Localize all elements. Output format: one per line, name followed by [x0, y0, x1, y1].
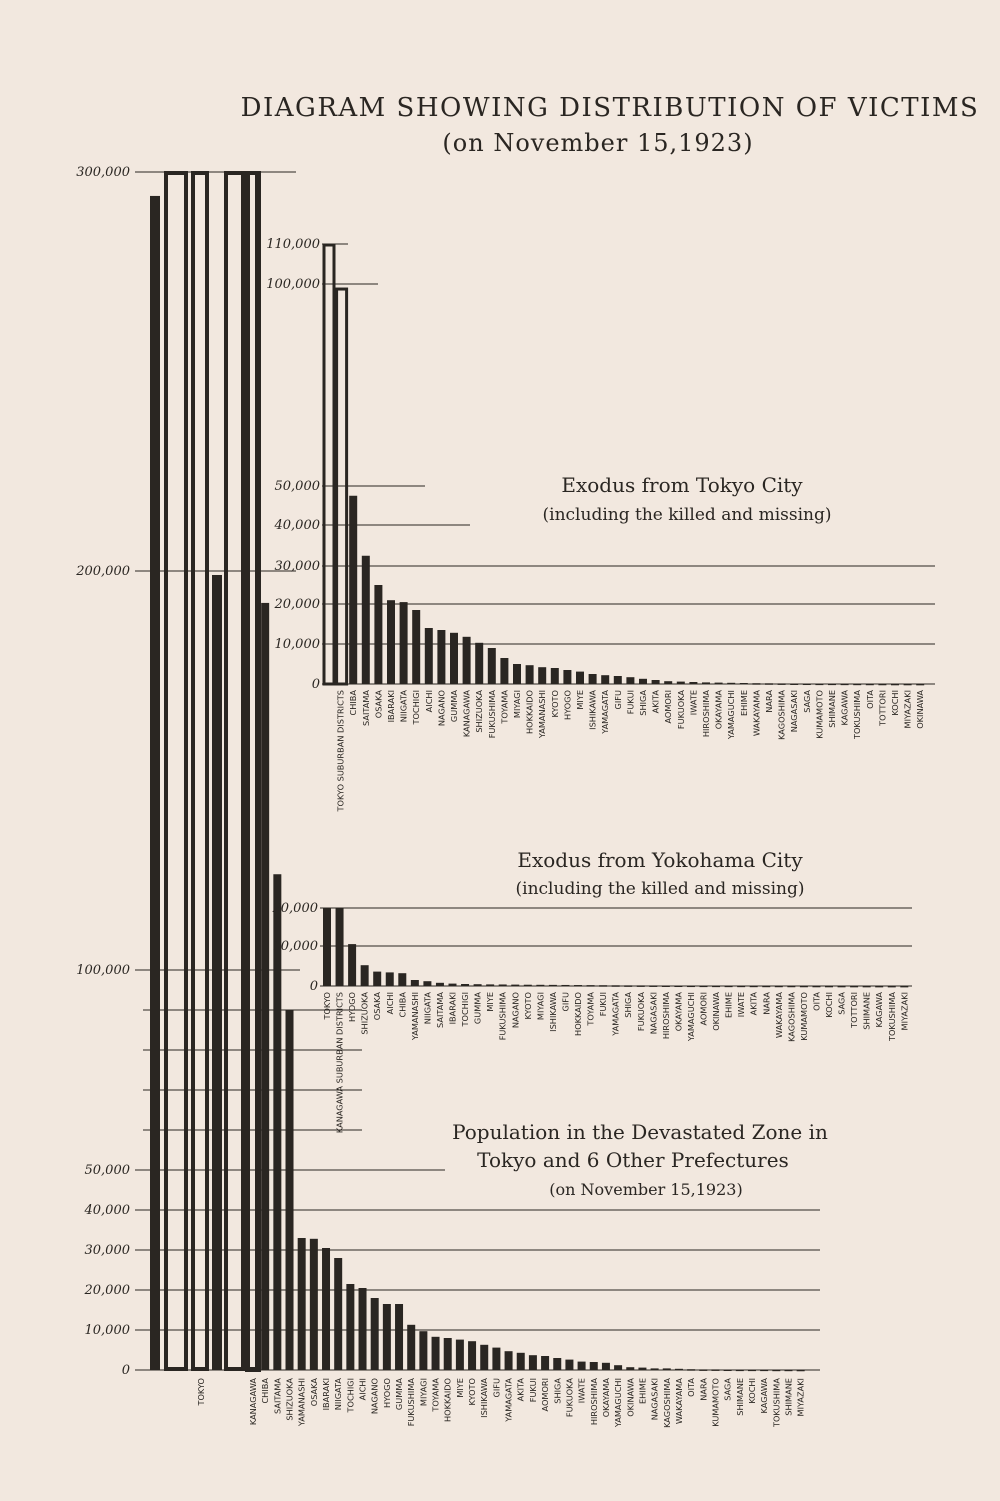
tokyo-exodus-category-label: NARA — [764, 690, 774, 713]
pop-axis-tick-label: 10,000 — [84, 1323, 130, 1338]
pop-axis-tick-label: 40,000 — [84, 1203, 130, 1218]
yokohama-exodus-category-label: TOTTORI — [849, 992, 860, 1028]
yokohama-exodus-title: Exodus from Yokohama City — [517, 848, 803, 872]
yokohama-exodus-category-label: HYOGO — [347, 992, 358, 1022]
tokyo-exodus-category-label: KANAGAWA — [461, 690, 472, 738]
pop-category-label: TOKUSHIMA — [771, 1378, 782, 1428]
pop-bar — [663, 1368, 671, 1370]
yokohama-exodus-category-label: NAGASAKI — [648, 992, 659, 1035]
tokyo-exodus-category-label: YAMANASHI — [537, 690, 548, 739]
pop-category-label: OITA — [686, 1378, 697, 1397]
pop-category-label: CHIBA — [260, 1378, 271, 1404]
tokyo-exodus-tick-label: 40,000 — [274, 518, 320, 533]
pop-category-label: SHIMANE — [734, 1378, 745, 1416]
tokyo-exodus-tick-label: 100,000 — [266, 277, 320, 292]
pop-category-label: FUKUSHIMA — [406, 1378, 417, 1427]
pop-bar — [784, 1370, 792, 1372]
yokohama-exodus-category-label: TOCHIGI — [460, 992, 471, 1027]
tokyo-exodus-category-label: TOYAMA — [499, 690, 510, 724]
pop-bar — [553, 1358, 561, 1370]
yokohama-exodus-category-label: OKINAWA — [711, 992, 722, 1031]
tokyo-bar — [150, 196, 160, 1370]
pop-bar — [602, 1363, 610, 1370]
diagram-date: (on November 15,1923) — [442, 129, 754, 157]
tokyo-exodus-category-label: FUKUSHIMA — [486, 690, 497, 739]
tokyo-exodus-bar — [412, 610, 420, 684]
yokohama-exodus-category-label: KYOTO — [522, 992, 533, 1020]
pop-bar — [407, 1325, 415, 1370]
pop-chart-title: Population in the Devastated Zone in — [452, 1120, 828, 1144]
pop-category-label: SHIZUOKA — [284, 1378, 295, 1421]
pop-category-label: KANAGAWA — [248, 1378, 258, 1426]
yokohama-exodus-category-label: OITA — [811, 992, 822, 1011]
tokyo-exodus-category-label: NAGANO — [436, 690, 447, 727]
yokohama-exodus-category-label: AKITA — [748, 992, 759, 1016]
tokyo-bar — [212, 575, 222, 1370]
pop-axis-tick-label: 300,000 — [76, 165, 130, 180]
yokohama-exodus-category-label: EHIME — [723, 992, 734, 1018]
pop-axis-tick-label: 20,000 — [84, 1283, 130, 1298]
tokyo-exodus-category-label: FUKUOKA — [675, 690, 686, 730]
tokyo-exodus-bar — [463, 637, 471, 684]
pop-category-label: TOCHIGI — [345, 1378, 356, 1413]
yokohama-exodus-category-label: SHIMANE — [861, 992, 872, 1030]
pop-bar — [505, 1351, 513, 1370]
pop-axis-tick-label: 100,000 — [76, 963, 130, 978]
tokyo-exodus-bar — [563, 670, 571, 684]
yokohama-exodus-category-label: KANAGAWA SUBURBAN DISTRICTS — [334, 992, 345, 1134]
pop-category-label: OSAKA — [308, 1378, 319, 1407]
pop-bar — [517, 1353, 525, 1370]
pop-category-label: KAGAWA — [759, 1378, 770, 1414]
yokohama-exodus-category-label: NIIGATA — [422, 992, 433, 1025]
tokyo-exodus-category-label: EHIME — [738, 690, 749, 716]
yokohama-exodus-category-label: MIYAGI — [535, 992, 546, 1021]
pop-bar — [626, 1367, 634, 1370]
tokyo-exodus-category-label: HOKKAIDO — [524, 690, 535, 734]
pop-bar — [444, 1338, 452, 1370]
tokyo-exodus-category-label: AOMORI — [663, 690, 674, 724]
tokyo-exodus-bar — [488, 648, 496, 684]
yokohama-exodus-bar — [423, 981, 431, 986]
pop-category-label: AICHI — [357, 1378, 368, 1401]
tokyo-exodus-category-label: TOTTORI — [877, 690, 888, 726]
pop-bar — [456, 1340, 464, 1370]
tokyo-exodus-category-label: OKAYAMA — [713, 690, 724, 730]
tokyo-exodus-category-label: AKITA — [650, 690, 661, 714]
pop-category-label: AKITA — [515, 1378, 526, 1402]
tokyo-exodus-category-label: SHIMANE — [827, 690, 837, 728]
pop-bar — [286, 1010, 294, 1370]
yokohama-exodus-category-label: YAMANASHI — [409, 992, 420, 1041]
tokyo-exodus-tick-label: 10,000 — [274, 637, 320, 652]
yokohama-exodus-category-label: YAMAGATA — [610, 992, 621, 1036]
pop-bar — [395, 1304, 403, 1370]
tokyo-exodus-category-label: FUKUI — [625, 690, 636, 715]
tokyo-exodus-subtitle: (including the killed and missing) — [542, 505, 832, 525]
pop-bar — [247, 173, 259, 1370]
pop-bar — [492, 1348, 500, 1370]
yokohama-exodus-category-label: TOKYO — [322, 992, 332, 1020]
pop-bar — [468, 1341, 476, 1370]
yokohama-exodus-category-label: OKAYAMA — [673, 992, 684, 1032]
pop-category-label: KUMAMOTO — [710, 1378, 721, 1427]
pop-bar — [651, 1368, 659, 1370]
yokohama-exodus-category-label: KAGAWA — [874, 992, 885, 1028]
tokyo-bar — [166, 173, 186, 1369]
pop-category-label: OKAYAMA — [600, 1378, 611, 1418]
yokohama-exodus-category-label: FUKUI — [598, 992, 609, 1017]
pop-category-label: HYOGO — [381, 1378, 392, 1408]
yokohama-exodus-category-label: FUKUSHIMA — [497, 992, 508, 1041]
yokohama-exodus-category-label: SAGA — [836, 992, 847, 1015]
tokyo-bar — [193, 173, 207, 1369]
tokyo-exodus-category-label: HYOGO — [562, 690, 573, 720]
pop-bar — [638, 1368, 646, 1370]
yokohama-exodus-category-label: IBARAKI — [447, 992, 458, 1025]
pop-category-label: SHIGA — [552, 1378, 563, 1404]
pop-axis-tick-label: 200,000 — [76, 564, 130, 579]
tokyo-exodus-bar — [513, 664, 521, 684]
pop-bar — [699, 1369, 707, 1371]
tokyo-exodus-bar — [475, 643, 483, 684]
tokyo-exodus-category-label: HIROSHIMA — [701, 690, 711, 738]
tokyo-exodus-bar — [551, 668, 559, 684]
yokohama-exodus-category-label: KAGOSHIMA — [786, 992, 797, 1042]
pop-bar — [346, 1284, 354, 1370]
yokohama-exodus-category-label: MIYE — [485, 992, 496, 1012]
tokyo-exodus-category-label: GUMMA — [449, 690, 459, 723]
yokohama-exodus-category-label: CHIBA — [397, 992, 408, 1018]
pop-bar — [419, 1331, 427, 1370]
pop-bar — [529, 1355, 537, 1370]
pop-category-label: ISHIKAWA — [479, 1378, 490, 1418]
tokyo-exodus-category-label: GIFU — [612, 690, 623, 710]
yokohama-exodus-bar — [398, 973, 406, 986]
tokyo-exodus-category-label: KAGAWA — [839, 690, 850, 726]
pop-category-label: SAITAMA — [272, 1378, 283, 1414]
yokohama-exodus-bar — [386, 972, 394, 986]
pop-category-label: IWATE — [576, 1378, 587, 1404]
pop-bar — [334, 1258, 342, 1370]
yokohama-exodus-category-label: NARA — [761, 992, 772, 1015]
pop-bar — [736, 1370, 744, 1372]
tokyo-exodus-bar — [589, 674, 597, 684]
yokohama-exodus-category-label: AOMORI — [698, 992, 709, 1026]
tokyo-exodus-title: Exodus from Tokyo City — [561, 473, 803, 497]
tokyo-exodus-tick-label: 0 — [311, 677, 320, 692]
pop-category-label: MIYAGI — [418, 1378, 429, 1407]
tokyo-exodus-category-label: SAITAMA — [360, 690, 371, 726]
pop-bar — [541, 1356, 549, 1370]
tokyo-exodus-category-label: SHIZUOKA — [474, 690, 485, 733]
yokohama-exodus-category-label: SHIZUOKA — [359, 992, 370, 1035]
pop-bar — [772, 1370, 780, 1372]
tokyo-exodus-category-label: CHIBA — [348, 690, 359, 716]
tokyo-exodus-category-label: TOKUSHIMA — [852, 690, 863, 740]
tokyo-exodus-category-label: YAMAGATA — [600, 690, 611, 734]
tokyo-exodus-tick-label: 110,000 — [266, 237, 320, 252]
pop-bar — [310, 1239, 318, 1370]
tokyo-exodus-bar — [450, 633, 458, 684]
tokyo-exodus-bar — [437, 630, 445, 684]
pop-category-label: NARA — [698, 1378, 709, 1401]
yokohama-exodus-category-label: MIYAZAKI — [899, 992, 910, 1031]
pop-chart-title-2: Tokyo and 6 Other Prefectures — [477, 1148, 789, 1172]
pop-category-label: YAMAGATA — [503, 1378, 514, 1422]
tokyo-exodus-category-label: TOCHIGI — [411, 690, 422, 725]
tokyo-exodus-bar — [652, 680, 660, 684]
tokyo-exodus-category-label: ISHIKAWA — [587, 690, 598, 730]
yokohama-exodus-category-label: AICHI — [384, 992, 395, 1015]
pop-axis-tick-label: 30,000 — [84, 1243, 130, 1258]
tokyo-exodus-bar — [400, 602, 408, 684]
tokyo-exodus-category-label: KYOTO — [549, 690, 560, 718]
yokohama-exodus-bar — [411, 980, 419, 986]
tokyo-exodus-category-label: SAGA — [801, 690, 812, 713]
pop-category-label: AOMORI — [540, 1378, 551, 1412]
tokyo-exodus-tick-label: 30,000 — [274, 559, 320, 574]
yokohama-exodus-category-label: KUMAMOTO — [798, 992, 809, 1041]
pop-category-label: NIIGATA — [333, 1378, 344, 1411]
pop-chart-subtitle: (on November 15,1923) — [549, 1180, 743, 1199]
pop-category-label: KOCHI — [746, 1378, 757, 1404]
yokohama-exodus-category-label: TOYAMA — [585, 992, 596, 1026]
yokohama-exodus-category-label: TOKUSHIMA — [886, 992, 897, 1042]
pop-category-label: YAMAGUCHI — [613, 1378, 624, 1428]
pop-category-label: HIROSHIMA — [588, 1378, 599, 1426]
pop-bar — [298, 1238, 306, 1370]
tokyo-bar — [248, 173, 257, 1369]
pop-category-label: OKINAWA — [625, 1378, 636, 1417]
yokohama-exodus-category-label: IWATE — [736, 992, 747, 1018]
tokyo-exodus-category-label: YAMAGUCHI — [726, 690, 737, 740]
pop-bar — [711, 1369, 719, 1371]
yokohama-exodus-bar — [323, 908, 331, 986]
tokyo-exodus-bar — [425, 628, 433, 684]
pop-category-label: HOKKAIDO — [442, 1378, 453, 1422]
yokohama-exodus-bar — [336, 908, 344, 986]
tokyo-exodus-category-label: SHIGA — [638, 690, 648, 716]
pop-bar — [760, 1370, 768, 1372]
yokohama-exodus-subtitle: (including the killed and missing) — [515, 879, 805, 899]
tokyo-exodus-category-label: KOCHI — [890, 690, 900, 716]
yokohama-exodus-tick-label: 0 — [309, 979, 318, 994]
yokohama-exodus-category-label: SHIGA — [623, 992, 634, 1018]
tokyo-exodus-category-label: KAGOSHIMA — [776, 690, 787, 740]
pop-category-label: GUMMA — [394, 1378, 405, 1411]
pop-category-label: SHIMANE — [783, 1378, 794, 1416]
pop-bar — [322, 1248, 330, 1370]
tokyo-exodus-category-label: NAGASAKI — [789, 690, 800, 733]
pop-bar — [724, 1370, 732, 1372]
tokyo-exodus-category-label: TOKYO SUBURBAN DISTRICTS — [335, 690, 346, 812]
tokyo-exodus-bar — [374, 585, 382, 684]
yokohama-exodus-bar — [348, 944, 356, 986]
tokyo-exodus-category-label: KUMAMOTO — [814, 690, 825, 739]
pop-bar — [675, 1369, 683, 1371]
pop-category-label: TOYAMA — [430, 1378, 441, 1412]
tokyo-exodus-category-label: IWATE — [688, 690, 699, 716]
pop-bar — [797, 1370, 805, 1372]
pop-bar — [614, 1365, 622, 1370]
yokohama-exodus-category-label: HOKKAIDO — [573, 992, 583, 1036]
tokyo-exodus-category-label: AICHI — [423, 690, 434, 713]
tokyo-exodus-bar — [349, 496, 357, 684]
tokyo-exodus-category-label: OITA — [864, 690, 875, 709]
pop-category-label: WAKAYAMA — [673, 1378, 684, 1425]
pop-bar — [480, 1345, 488, 1370]
pop-category-label: FUKUOKA — [564, 1378, 575, 1418]
tokyo-exodus-category-label: MIYE — [575, 690, 585, 710]
yokohama-exodus-category-label: NAGANO — [510, 992, 521, 1029]
yokohama-exodus-bar — [361, 965, 369, 986]
pop-category-label: YAMANASHI — [296, 1378, 307, 1427]
tokyo-exodus-bar — [362, 556, 370, 684]
pop-category-label: FUKUI — [527, 1378, 538, 1403]
pop-bar — [432, 1337, 440, 1370]
tokyo-exodus-category-label: NIIGATA — [398, 690, 409, 723]
pop-category-label: NAGASAKI — [649, 1378, 660, 1421]
yokohama-exodus-category-label: HIROSHIMA — [660, 992, 671, 1040]
pop-axis-tick-label: 0 — [121, 1363, 130, 1378]
tokyo-exodus-bar — [576, 672, 584, 684]
yokohama-exodus-bar — [373, 972, 381, 986]
pop-bar — [371, 1298, 379, 1370]
tokyo-exodus-category-label: OKINAWA — [915, 690, 926, 729]
tokyo-exodus-bar — [387, 600, 395, 684]
pop-category-label: KAGOSHIMA — [661, 1378, 672, 1428]
pop-axis-tick-label: 50,000 — [84, 1163, 130, 1178]
tokyo-exodus-bar — [626, 677, 634, 684]
pop-category-label: SAGA — [722, 1378, 733, 1401]
pop-category-label: GIFU — [491, 1378, 502, 1398]
tokyo-exodus-bar — [614, 676, 622, 684]
tokyo-exodus-bar — [639, 679, 647, 684]
pop-bar — [687, 1369, 695, 1371]
pop-category-label: NAGANO — [369, 1378, 380, 1415]
tokyo-label: TOKYO — [196, 1378, 206, 1406]
pop-category-label: MIYAZAKI — [795, 1378, 806, 1417]
yokohama-exodus-category-label: WAKAYAMA — [773, 992, 784, 1039]
tokyo-exodus-category-label: WAKAYAMA — [751, 690, 762, 737]
yokohama-exodus-category-label: GIFU — [560, 992, 571, 1012]
yokohama-exodus-category-label: ISHIKAWA — [547, 992, 558, 1032]
tokyo-exodus-bar — [526, 665, 534, 684]
pop-bar — [578, 1362, 586, 1370]
pop-bar — [383, 1304, 391, 1370]
yokohama-exodus-category-label: KOCHI — [824, 992, 834, 1018]
tokyo-exodus-category-label: MIYAGI — [512, 690, 522, 719]
tokyo-exodus-category-label: IBARAKI — [386, 690, 396, 723]
pop-category-label: MIYE — [454, 1378, 465, 1398]
pop-bar — [359, 1288, 367, 1370]
pop-category-label: IBARAKI — [321, 1378, 332, 1411]
tokyo-exodus-bar — [337, 289, 347, 684]
tokyo-exodus-bar — [601, 675, 609, 684]
pop-bar — [748, 1370, 756, 1372]
yokohama-exodus-tick-label: 10,000 — [272, 939, 318, 954]
tokyo-exodus-category-label: OSAKA — [373, 690, 384, 719]
tokyo-exodus-tick-label: 50,000 — [274, 479, 320, 494]
pop-category-label: KYOTO — [467, 1378, 478, 1406]
yokohama-exodus-category-label: SAITAMA — [434, 992, 445, 1028]
diagram-title: DIAGRAM SHOWING DISTRIBUTION OF VICTIMS — [240, 93, 980, 123]
yokohama-exodus-category-label: GUMMA — [472, 992, 483, 1025]
pop-bar — [590, 1362, 598, 1370]
pop-bar — [565, 1360, 573, 1370]
tokyo-exodus-bar — [500, 658, 508, 684]
tokyo-exodus-category-label: MIYAZAKI — [902, 690, 913, 729]
yokohama-exodus-category-label: FUKUOKA — [635, 992, 646, 1032]
yokohama-exodus-category-label: OSAKA — [372, 992, 383, 1021]
yokohama-exodus-tick-label: 20,000 — [272, 901, 318, 916]
tokyo-exodus-bar — [538, 667, 546, 684]
pop-category-label: EHIME — [637, 1378, 648, 1404]
pop-bar — [261, 603, 269, 1370]
tokyo-bar — [226, 173, 243, 1369]
tokyo-exodus-tick-label: 20,000 — [274, 597, 320, 612]
tokyo-exodus-bar — [324, 245, 334, 684]
yokohama-exodus-category-label: YAMAGUCHI — [685, 992, 696, 1042]
